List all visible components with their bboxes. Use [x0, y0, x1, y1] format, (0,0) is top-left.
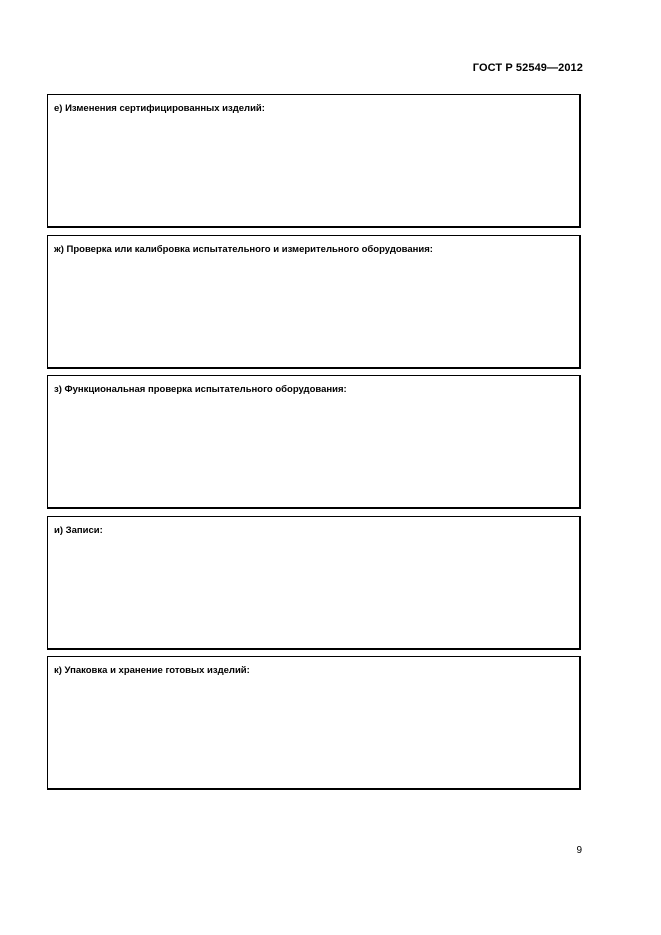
section-box-functional-check	[47, 375, 581, 509]
section-box-equipment-calibration	[47, 235, 581, 369]
section-label: е) Изменения сертифицированных изделий:	[54, 103, 265, 114]
section-box-packaging-storage	[47, 656, 581, 790]
section-label: к) Упаковка и хранение готовых изделий:	[54, 665, 250, 676]
section-box-certified-items-changes	[47, 94, 581, 228]
page-number: 9	[576, 845, 582, 856]
document-header: ГОСТ Р 52549—2012	[472, 62, 583, 74]
section-box-records	[47, 516, 581, 650]
section-label: ж) Проверка или калибровка испытательного и измерительного оборудования:	[54, 244, 433, 255]
section-label: з) Функциональная проверка испытательного оборудования:	[54, 384, 347, 395]
section-label: и) Записи:	[54, 525, 103, 536]
